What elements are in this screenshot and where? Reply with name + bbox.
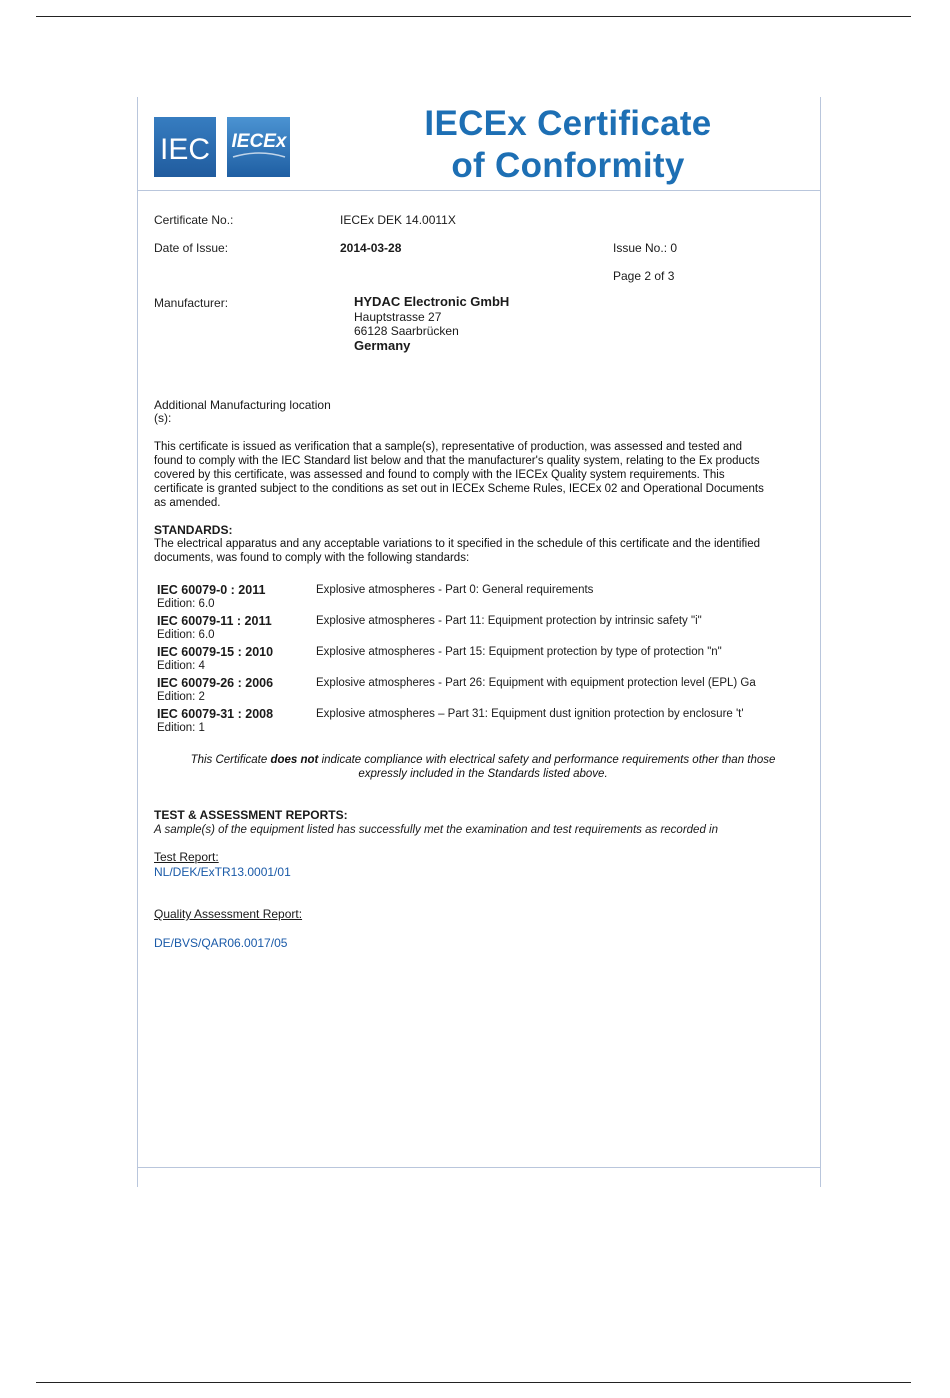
intro-line: as amended. (154, 497, 221, 509)
iecex-logo (227, 117, 290, 177)
standards-intro-line: The electrical apparatus and any acceptable variations to it specified in the schedule of this certificate and the identified (154, 538, 761, 550)
disclaimer-post: indicate compliance with electrical safety and performance requirements other than those (318, 754, 776, 766)
footer-divider (138, 1167, 820, 1168)
standard-id: IEC 60079-15 : 2010 (157, 645, 274, 659)
standard-edition: Edition: 2 (157, 691, 205, 703)
standard-id: IEC 60079-11 : 2011 (157, 614, 272, 628)
standard-edition: Edition: 1 (157, 722, 205, 734)
iec-logo-text: IEC (159, 133, 211, 166)
intro-paragraph (154, 440, 818, 510)
standard-description: Explosive atmospheres - Part 26: Equipment with equipment protection level (EPL) Ga (316, 677, 756, 689)
qa-report-value: DE/BVS/QAR06.0017/05 (154, 936, 288, 950)
disclaimer-pre: This Certificate (190, 754, 271, 766)
title-line-2: of Conformity (451, 146, 685, 185)
manufacturer-label: Manufacturer: (154, 296, 229, 310)
title-line-1: IECEx Certificate (424, 104, 712, 143)
standards-intro-line: documents, was found to comply with the following standards: (154, 552, 470, 564)
certificate-no-label: Certificate No.: (154, 213, 234, 227)
standards-intro (154, 537, 818, 565)
compliance-disclaimer (158, 753, 808, 781)
page-number: Page 2 of 3 (613, 269, 675, 283)
iecex-logo-text: IECEx (231, 131, 287, 152)
manufacturer-name: HYDAC Electronic GmbH (354, 294, 510, 309)
additional-location-label-1: Additional Manufacturing location (154, 398, 331, 412)
page-top-rule (36, 16, 911, 17)
standard-description: Explosive atmospheres - Part 11: Equipment protection by intrinsic safety "i" (316, 615, 702, 627)
manufacturer-city: 66128 Saarbrücken (354, 324, 459, 338)
header-divider (138, 190, 820, 191)
standard-description: Explosive atmospheres – Part 31: Equipment dust ignition protection by enclosure 't' (316, 708, 744, 720)
standards-heading: STANDARDS: (154, 523, 233, 537)
page-bottom-rule (36, 1382, 911, 1383)
intro-line: covered by this certificate, was assessed and found to comply with the IECEx Quality system requirements. This (154, 469, 725, 481)
additional-location-label-2: (s): (154, 411, 172, 425)
standard-edition: Edition: 6.0 (157, 598, 215, 610)
intro-line: found to comply with the IEC Standard list below and that the manufacturer's quality system, relating to the Ex products (154, 455, 760, 467)
standard-description: Explosive atmospheres - Part 0: General requirements (316, 584, 594, 596)
intro-line: This certificate is issued as verification that a sample(s), representative of production, was assessed and tested and (154, 441, 743, 453)
standard-id: IEC 60079-0 : 2011 (157, 583, 266, 597)
issue-number: Issue No.: 0 (613, 241, 678, 255)
test-report-value: NL/DEK/ExTR13.0001/01 (154, 865, 291, 879)
certificate-page (137, 97, 821, 1187)
manufacturer-street: Hauptstrasse 27 (354, 310, 442, 324)
disclaimer-emphasis: does not (270, 754, 319, 766)
standard-edition: Edition: 6.0 (157, 629, 215, 641)
certificate-no-value: IECEx DEK 14.0011X (340, 213, 456, 227)
date-of-issue-value: 2014-03-28 (340, 241, 402, 255)
reports-heading: TEST & ASSESSMENT REPORTS: (154, 808, 348, 822)
disclaimer-line-1 (158, 753, 808, 767)
reports-intro: A sample(s) of the equipment listed has successfully met the examination and test requirements as recorded in (154, 824, 718, 836)
test-report-label: Test Report: (154, 850, 219, 864)
standard-id: IEC 60079-31 : 2008 (157, 707, 274, 721)
manufacturer-country: Germany (354, 338, 411, 353)
standard-edition: Edition: 4 (157, 660, 205, 672)
standard-description: Explosive atmospheres - Part 15: Equipment protection by type of protection "n" (316, 646, 722, 658)
disclaimer-line-2: expressly included in the Standards listed above. (358, 768, 608, 780)
date-of-issue-label: Date of Issue: (154, 241, 229, 255)
standard-id: IEC 60079-26 : 2006 (157, 676, 274, 690)
qa-report-label: Quality Assessment Report: (154, 907, 303, 921)
iec-logo (154, 117, 216, 177)
intro-line: certificate is granted subject to the conditions as set out in IECEx Scheme Rules, IECEx 02 and Operational Documents (154, 483, 764, 495)
certificate-title (378, 103, 758, 187)
